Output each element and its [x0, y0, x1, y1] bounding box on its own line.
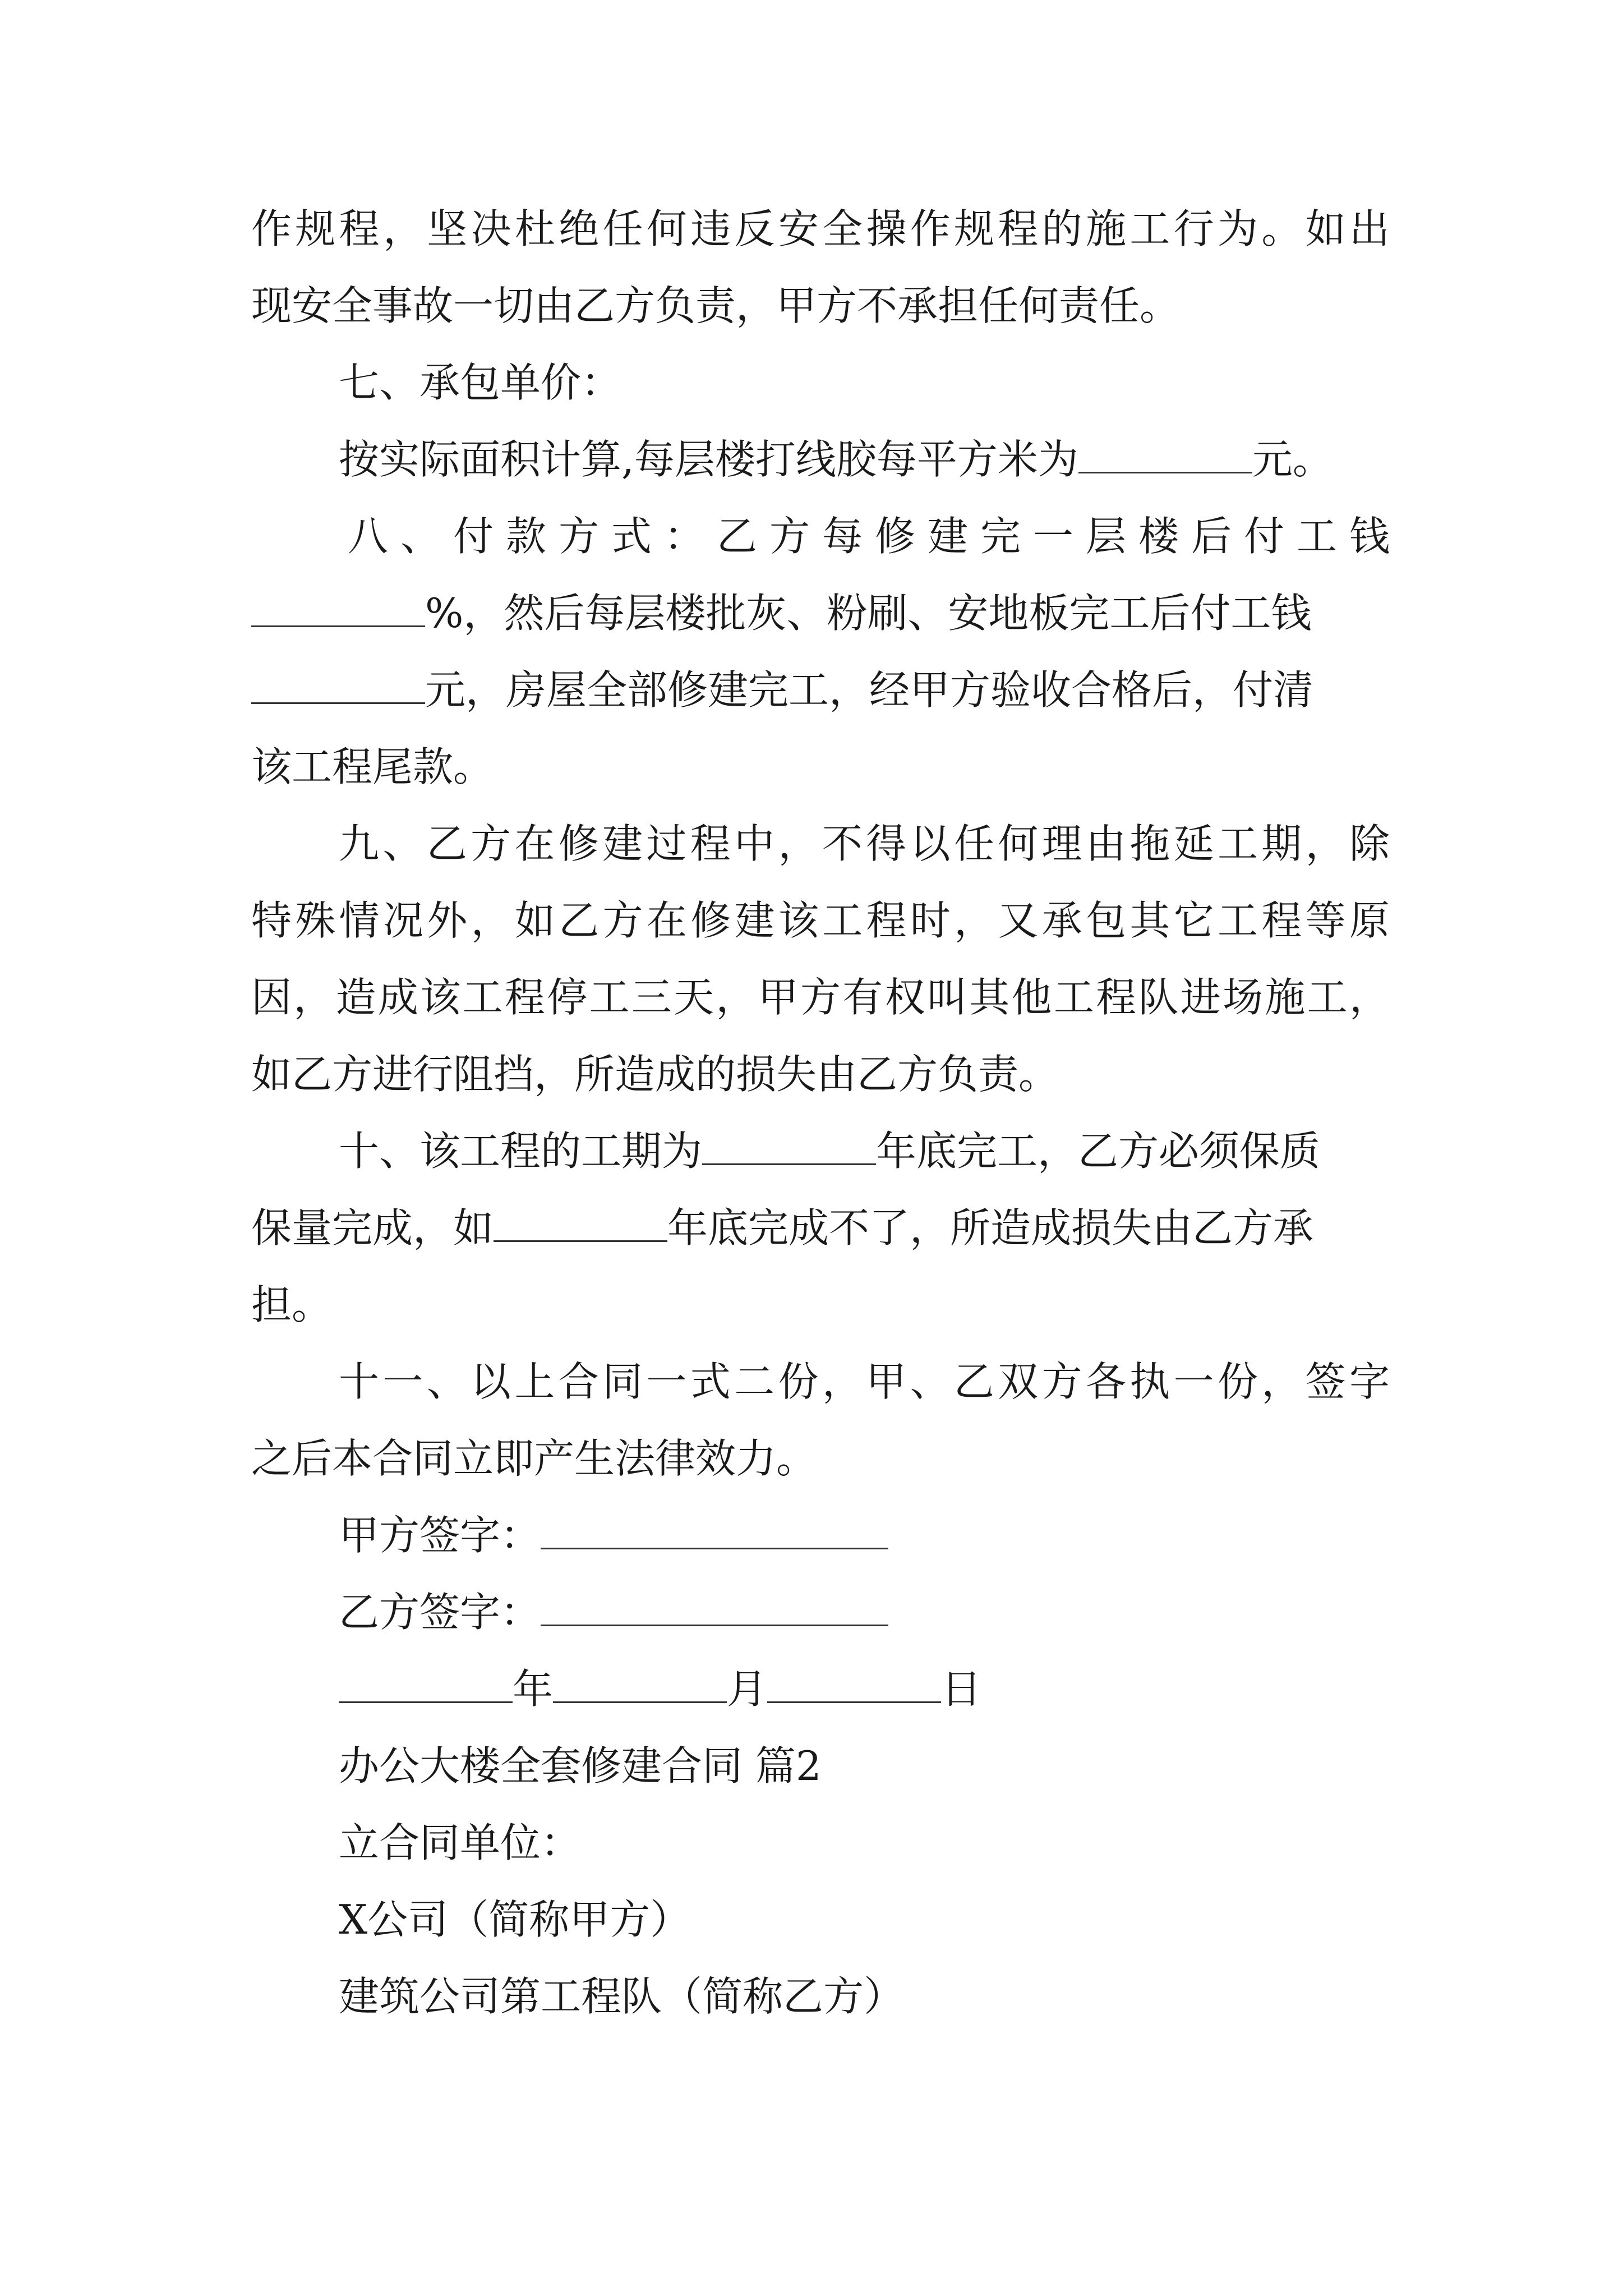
signature-line-party-b: 乙方签字： [339, 1585, 1390, 1639]
blank-field [1078, 432, 1252, 473]
document-subtitle: 办公大楼全套修建合同 篇2 [339, 1742, 822, 1789]
paragraph-line: 如乙方进行阻挡，所造成的损失由乙方负责。 [251, 1051, 1059, 1098]
section-heading: 七、承包单价： [339, 359, 622, 406]
blank-field [494, 1201, 667, 1242]
blank-field [541, 1585, 888, 1626]
blank-field [251, 663, 425, 704]
paragraph-line: 因，造成该工程停工三天，甲方有权叫其他工程队进场施工， [251, 974, 1390, 1021]
paragraph-line: 该工程尾款。 [251, 743, 494, 790]
paragraph-line: 建筑公司第工程队（简称乙方） [339, 1973, 905, 2020]
paragraph-line: 十一、以上合同一式二份，甲、乙双方各执一份，签字 [339, 1358, 1390, 1405]
paragraph-line: X公司（简称甲方） [339, 1896, 691, 1943]
blank-field [702, 1124, 876, 1165]
blank-field [541, 1508, 888, 1549]
paragraph-line: %，然后每层楼批灰、粉刷、安地板完工后付工钱 [251, 586, 1390, 640]
paragraph-line: 保量完成，如 年底完成不了，所造成损失由乙方承 [251, 1201, 1390, 1255]
blank-field [251, 586, 425, 627]
paragraph-line: 特殊情况外，如乙方在修建该工程时，又承包其它工程等原 [251, 897, 1390, 944]
paragraph-line: 现安全事故一切由乙方负责，甲方不承担任何责任。 [251, 282, 1181, 329]
blank-field [767, 1662, 941, 1703]
blank-field [339, 1662, 513, 1703]
paragraph-line: 立合同单位： [339, 1819, 582, 1866]
blank-field [553, 1662, 727, 1703]
paragraph-line: 作规程，坚决杜绝任何违反安全操作规程的施工行为。如出 [251, 205, 1390, 252]
paragraph-line: 之后本合同立即产生法律效力。 [251, 1435, 817, 1482]
paragraph-line: 元，房屋全部修建完工，经甲方验收合格后，付清 [251, 663, 1390, 717]
paragraph-line: 十、该工程的工期为 年底完工，乙方必须保质 [339, 1124, 1390, 1178]
paragraph-line: 九、乙方在修建过程中，不得以任何理由拖延工期，除 [339, 820, 1390, 867]
paragraph-line: 八、付款方式：乙方每修建完一层楼后付工钱 [348, 513, 1390, 560]
signature-line-party-a: 甲方签字： [339, 1508, 1390, 1562]
date-line: 年 月 日 [339, 1662, 1390, 1716]
paragraph-line: 担。 [251, 1281, 333, 1328]
paragraph-line: 按实际面积计算,每层楼打线胶每平方米为 元。 [339, 432, 1390, 486]
